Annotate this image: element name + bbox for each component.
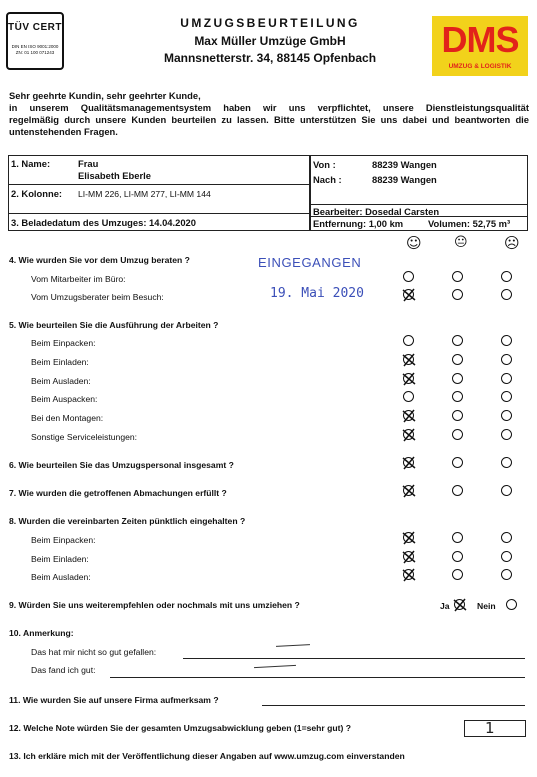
tuv-logo-sub: DIN EN ISO 9001:2000 ZN: 01 100 071243 — [11, 44, 59, 55]
rating-radio[interactable] — [501, 457, 512, 468]
rating-radio[interactable] — [452, 457, 463, 468]
q10-not-good-field[interactable] — [183, 658, 525, 659]
rating-radio[interactable] — [403, 271, 414, 282]
q9-ja-label: Ja — [440, 601, 450, 611]
rating-radio[interactable] — [452, 335, 463, 346]
rating-radio[interactable] — [452, 289, 463, 300]
q8-item: Beim Einladen: — [31, 554, 89, 564]
rating-radio[interactable] — [501, 373, 512, 384]
page-title: UMZUGSBEURTEILUNG — [180, 16, 360, 30]
q8-item: Beim Ausladen: — [31, 572, 91, 582]
volumen: Volumen: 52,75 m³ — [428, 218, 511, 229]
happy-smiley-icon: ☺ — [406, 234, 422, 252]
q5-item: Beim Auspacken: — [31, 394, 98, 404]
rating-radio[interactable] — [501, 569, 512, 580]
rating-radio[interactable] — [452, 410, 463, 421]
dms-logo-text: DMS — [441, 19, 519, 60]
q5-title: 5. Wie beurteilen Sie die Ausführung der Arbeiten ? — [9, 320, 219, 330]
q8-title: 8. Wurden die vereinbarten Zeiten pünktlich eingehalten ? — [9, 516, 246, 526]
sad-smiley-icon: ☹ — [504, 234, 520, 252]
rating-radio[interactable] — [452, 569, 463, 580]
rating-radio[interactable] — [501, 354, 512, 365]
tuv-logo — [6, 12, 64, 70]
rating-radio[interactable] — [501, 410, 512, 421]
check-mark-icon — [453, 598, 467, 612]
q10-not-good-label: Das hat mir nicht so gut gefallen: — [31, 647, 157, 657]
rating-radio[interactable] — [403, 335, 414, 346]
rating-radio[interactable] — [501, 271, 512, 282]
check-mark-icon — [402, 531, 416, 545]
rating-radio[interactable] — [452, 354, 463, 365]
name-value: Elisabeth Eberle — [78, 170, 151, 181]
bearbeiter: Bearbeiter: Dosedal Carsten — [313, 206, 440, 217]
q8-item: Beim Einpacken: — [31, 535, 96, 545]
q5-item: Beim Ausladen: — [31, 376, 91, 386]
q10-title: 10. Anmerkung: — [9, 628, 74, 638]
check-mark-icon — [402, 484, 416, 498]
rating-radio[interactable] — [452, 271, 463, 282]
q6-title: 6. Wie beurteilen Sie das Umzugspersonal insgesamt ? — [9, 460, 234, 470]
q10-good-field[interactable] — [110, 677, 525, 678]
rating-radio[interactable] — [501, 551, 512, 562]
q12-grade-value: 1 — [485, 719, 495, 737]
rating-radio[interactable] — [403, 391, 414, 402]
q10-good-label: Das fand ich gut: — [31, 665, 96, 675]
intro-line-2: regelmäßig durch unsere Kunden beurteilen zu lassen. Bitte unterstützen Sie uns dabei und beantworten die — [9, 114, 529, 125]
rating-radio[interactable] — [452, 532, 463, 543]
check-mark-icon — [402, 353, 416, 367]
q5-item: Bei den Montagen: — [31, 413, 104, 423]
nach-label: Nach : — [313, 174, 342, 185]
rating-radio[interactable] — [452, 551, 463, 562]
intro-line-3: untenstehenden Fragen. — [9, 126, 118, 137]
rating-radio[interactable] — [501, 532, 512, 543]
received-stamp-date: 19. Mai 2020 — [270, 286, 364, 301]
check-mark-icon — [402, 550, 416, 564]
handwritten-dash — [276, 644, 310, 647]
entfernung: Entfernung: 1,00 km — [313, 218, 404, 229]
q5-item: Sonstige Serviceleistungen: — [31, 432, 138, 442]
rating-radio[interactable] — [452, 373, 463, 384]
rating-radio[interactable] — [501, 485, 512, 496]
q4-title: 4. Wie wurden Sie vor dem Umzug beraten ? — [9, 255, 190, 265]
kolonne-value: LI-MM 226, LI-MM 277, LI-MM 144 — [78, 189, 211, 199]
received-stamp: EINGEGANGEN — [258, 255, 362, 270]
company-name: Max Müller Umzüge GmbH — [194, 34, 346, 48]
check-mark-icon — [402, 372, 416, 386]
company-address: Mannsnetterstr. 34, 88145 Opfenbach — [163, 51, 377, 65]
name-salutation: Frau — [78, 158, 99, 169]
q9-nein-label: Nein — [477, 601, 496, 611]
q12-title: 12. Welche Note würden Sie der gesamten Umzugsabwicklung geben (1=sehr gut) ? — [9, 723, 351, 733]
rating-radio[interactable] — [452, 429, 463, 440]
nach-value: 88239 Wangen — [372, 174, 437, 185]
dms-logo — [432, 16, 528, 76]
rating-radio[interactable] — [452, 485, 463, 496]
q11-title: 11. Wie wurden Sie auf unsere Firma aufmerksam ? — [9, 695, 219, 705]
von-label: Von : — [313, 159, 336, 170]
rating-radio[interactable] — [501, 289, 512, 300]
q5-item: Beim Einladen: — [31, 357, 89, 367]
check-mark-icon — [402, 288, 416, 302]
dms-logo-sub: UMZUG & LOGISTIK — [448, 63, 512, 70]
q4-item-visit: Vom Umzugsberater beim Besuch: — [31, 292, 164, 302]
rating-radio[interactable] — [501, 391, 512, 402]
q7-title: 7. Wie wurden die getroffenen Abmachungen erfüllt ? — [9, 488, 227, 498]
check-mark-icon — [402, 568, 416, 582]
q12-grade-box[interactable] — [464, 720, 526, 737]
intro-greeting: Sehr geehrte Kundin, sehr geehrter Kunde, — [9, 90, 201, 101]
q9-nein-radio[interactable] — [506, 599, 517, 610]
rating-radio[interactable] — [452, 391, 463, 402]
q13-title: 13. Ich erkläre mich mit der Veröffentlichung dieser Angaben auf www.umzug.com einverstanden — [9, 751, 405, 761]
name-label: 1. Name: — [11, 158, 51, 169]
handwritten-dash — [254, 665, 296, 668]
q9-title: 9. Würden Sie uns weiterempfehlen oder nochmals mit uns umziehen ? — [9, 600, 300, 610]
rating-radio[interactable] — [501, 429, 512, 440]
q11-field[interactable] — [262, 705, 525, 706]
neutral-smiley-icon: 😐 — [454, 235, 468, 250]
beladedatum: 3. Beladedatum des Umzuges: 14.04.2020 — [11, 217, 196, 228]
q5-item: Beim Einpacken: — [31, 338, 96, 348]
check-mark-icon — [402, 409, 416, 423]
von-value: 88239 Wangen — [372, 159, 437, 170]
intro-line-1: in unserem Qualitätsmanagementsystem haben wir uns verpflichtet, unsere Dienstleistungsqualität — [9, 102, 529, 113]
check-mark-icon — [402, 428, 416, 442]
rating-radio[interactable] — [501, 335, 512, 346]
q4-item-office: Vom Mitarbeiter im Büro: — [31, 274, 126, 284]
kolonne-label: 2. Kolonne: — [11, 188, 63, 199]
check-mark-icon — [402, 456, 416, 470]
tuv-logo-text: TÜV CERT — [8, 22, 62, 33]
